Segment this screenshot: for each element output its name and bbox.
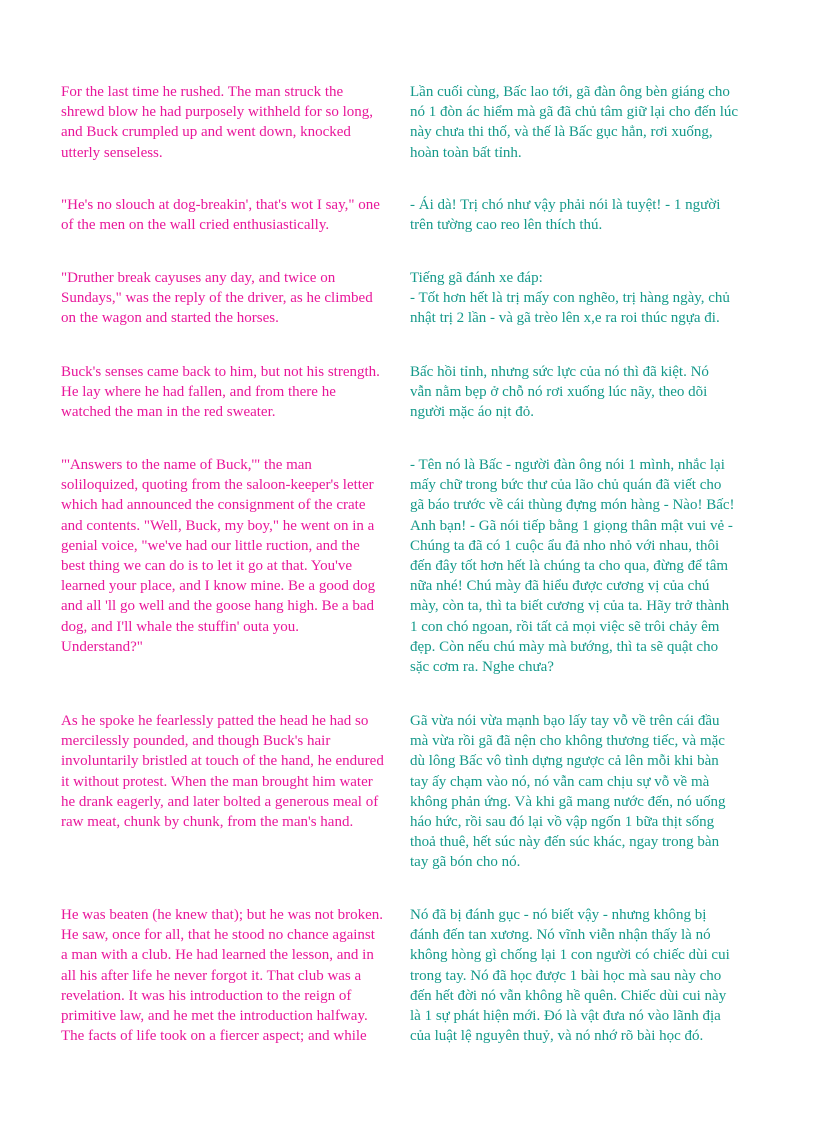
paragraph-7-vietnamese: Nó đã bị đánh gục - nó biết vậy - nhưng không bị đánh đến tan xương. Nó vĩnh viễn nhận thấy là nó không hòng gì chống lại 1 con người có chiếc dùi cui trong tay. Nó đã học được 1 bài học mà sau này cho đến hết đời nó vẫn không hề quên. Chiếc dùi cui này là 1 sự phát hiện mới. Đó là vật đưa nó vào lãnh địa của luật lệ nguyên thuỷ, và nó nhớ rõ bài học đó. (410, 907, 730, 1045)
paragraph-1-english: For the last time he rushed. The man struck the shrewd blow he had purposely withheld for so long, and Buck crumpled up and went down, knocked utterly senseless. (61, 84, 374, 161)
paragraph-7-english: He was beaten (he knew that); but he was not broken. He saw, once for all, that he stood no chance against a man with a club. He had learned the lesson, and in all his after life he never forgot it. That club was a revelation. It was his introduction to the reign of primitive law, and he met the introduction halfway. The facts of life took on a fiercer aspect; and while (61, 907, 383, 1045)
paragraph-4-english: Buck's senses came back to him, but not his strength. He lay where he had fallen, and from there he watched the man in the red sweater. (61, 364, 380, 421)
paragraph-4-vietnamese: Bấc hồi tỉnh, nhưng sức lực của nó thì đã kiệt. Nó vẫn nằm bẹp ở chỗ nó rơi xuống lúc nãy, theo dõi người mặc áo nịt đỏ. (410, 364, 709, 421)
paragraph-5-english: "'Answers to the name of Buck,'" the man soliloquized, quoting from the saloon-keeper's letter which had announced the consignment of the crate and contents. "Well, Buck, my boy," he went on in a genial voice, "we've had our little ruction, and the best thing we can do is to let it go at that. You've learned your place, and I know mine. Be a good dog and all 'll go well and the goose hang high. Be a bad dog, and I'll whale the stuffin' outa you. Understand?" (61, 457, 376, 655)
paragraph-1-vietnamese: Lần cuối cùng, Bấc lao tới, gã đàn ông bèn giáng cho nó 1 đòn ác hiểm mà gã đã chủ tâm giữ lại cho đến lúc này chưa thi thố, và thế là Bấc gục hẳn, rơi xuống, hoàn toàn bất tỉnh. (410, 84, 739, 161)
paragraph-2-vietnamese: - Ái dà! Trị chó như vậy phải nói là tuyệt! - 1 người trên tường cao reo lên thích thú. (410, 197, 721, 234)
paragraph-3-english: "Druther break cayuses any day, and twice on Sundays," was the reply of the driver, as he climbed on the wagon and started the horses. (61, 270, 373, 327)
paragraph-6-vietnamese: Gã vừa nói vừa mạnh bạo lấy tay vỗ về trên cái đầu mà vừa rồi gã đã nện cho không thương tiếc, và mặc dù lông Bấc vô tình dựng ngược cả lên mỗi khi bàn tay ấy chạm vào nó, nó vẫn cam chịu sự vỗ về mà không phản ứng. Và khi gã mang nước đến, nó uống háo hức, rồi sau đó lại vồ vập ngốn 1 bữa thịt sống thoả thuê, hết súc này đến súc khác, ngay trong bàn tay gã bón cho nó. (410, 713, 726, 871)
paragraph-5-vietnamese: - Tên nó là Bấc - người đàn ông nói 1 mình, nhắc lại mấy chữ trong bức thư của lão chủ quán đã viết cho gã báo trước về cái thùng đựng món hàng - Nào! Bấc! Anh bạn! - Gã nói tiếp bằng 1 giọng thân mật vui vẻ - Chúng ta đã có 1 cuộc ẩu đả nho nhỏ với nhau, thôi đến đây tốt hơn hết là chúng ta cho qua, đừng để tâm nữa nhé! Chú mày đã hiểu được cương vị của chú mày, còn ta, thì ta biết cương vị của ta. Hãy trở thành 1 con chó ngoan, rồi tất cả mọi việc sẽ trôi chảy êm đẹp. Còn nếu chú mày mà bướng, thì ta sẽ quật cho sặc cơm ra. Nghe chưa? (410, 457, 735, 676)
paragraph-6-english: As he spoke he fearlessly patted the head he had so mercilessly pounded, and though Buck's hair involuntarily bristled at touch of the hand, he endured it without protest. When the man brought him water he drank eagerly, and later bolted a generous meal of raw meat, chunk by chunk, from the man's hand. (61, 713, 384, 831)
paragraph-2-english: "He's no slouch at dog-breakin', that's wot I say," one of the men on the wall cried enthusiastically. (61, 197, 380, 234)
paragraph-3-vietnamese: Tiếng gã đánh xe đáp: - Tốt hơn hết là trị mấy con nghẽo, trị hàng ngày, chủ nhật trị 2 lần - và gã trèo lên x,e ra roi thúc ngựa đi. (410, 270, 730, 327)
